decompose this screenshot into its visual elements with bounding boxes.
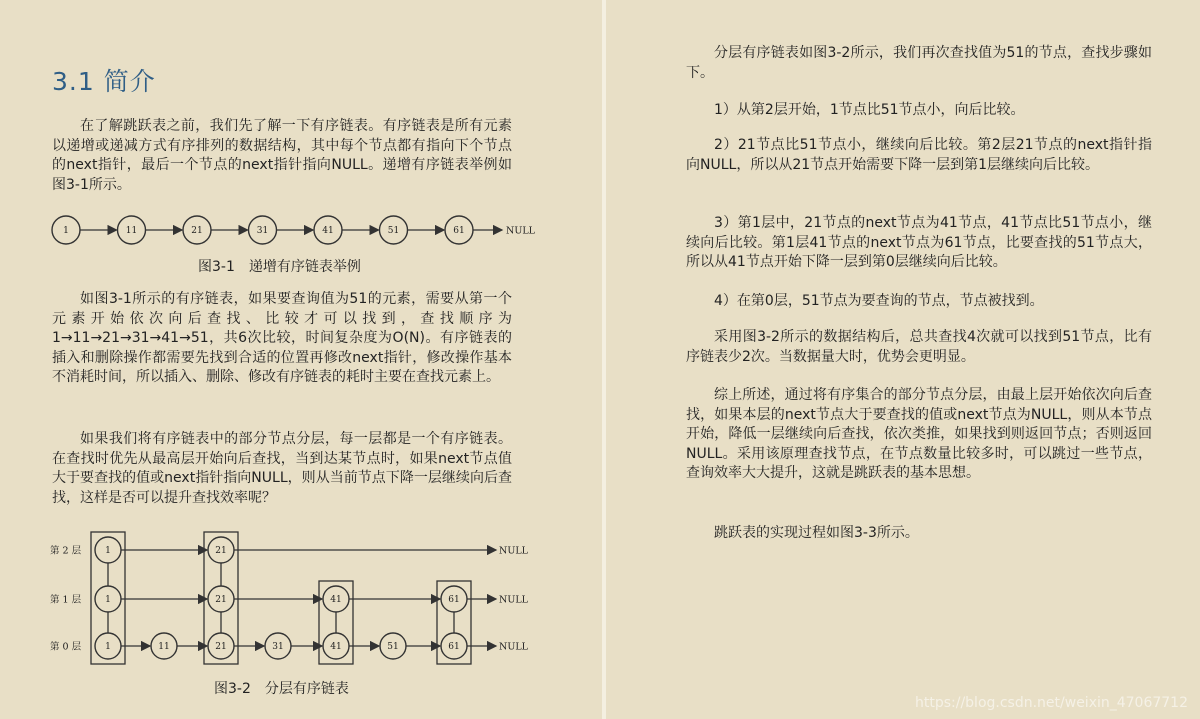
paragraph-search-intro: 分层有序链表如图3-2所示，我们再次查找值为51的节点，查找步骤如下。 bbox=[686, 45, 1152, 81]
fig2-l0-null-label: NULL bbox=[499, 641, 528, 653]
fig2-l1-node-21 bbox=[208, 586, 234, 612]
fig2-l2-null-label: NULL bbox=[499, 545, 528, 557]
paragraph-step-1: 1）从第2层开始，1节点比51节点小，向后比较。 bbox=[714, 102, 1025, 118]
fig2-l1-null-label: NULL bbox=[499, 594, 528, 606]
svg-text:21: 21 bbox=[215, 595, 227, 605]
svg-text:11: 11 bbox=[158, 642, 170, 652]
fig2-l0-node-61 bbox=[441, 633, 467, 659]
fig1-node-41 bbox=[314, 216, 342, 244]
paragraph-advantage: 采用图3-2所示的数据结构后，总共查找4次就可以找到51节点，比有序链表少2次。当数据量大时，优势会更明显。 bbox=[686, 329, 1152, 365]
svg-text:1: 1 bbox=[105, 546, 111, 556]
svg-text:1: 1 bbox=[105, 642, 111, 652]
paragraph-layering-question: 如果我们将有序链表中的部分节点分层，每一层都是一个有序链表。在查找时优先从最高层开始向后查找，当到达某节点时，如果next节点值大于要查找的值或next指针指向NULL，则从当前节点下降一层继续向后查找，这样是否可以提升查找效率呢？ bbox=[52, 431, 512, 506]
svg-text:51: 51 bbox=[387, 642, 399, 652]
figure-3-2-caption bbox=[214, 678, 349, 698]
svg-text:31: 31 bbox=[272, 642, 284, 652]
svg-text:11: 11 bbox=[125, 226, 138, 236]
figure-3-2-title: 分层有序链表 bbox=[264, 681, 349, 697]
svg-text:61: 61 bbox=[448, 642, 460, 652]
fig2-l0-node-1 bbox=[95, 633, 121, 659]
fig2-l1-node-61 bbox=[441, 586, 467, 612]
figure-3-1-linked-list bbox=[48, 210, 548, 250]
svg-text:51: 51 bbox=[387, 226, 400, 236]
fig2-l0-node-51 bbox=[380, 633, 406, 659]
fig1-node-11 bbox=[118, 216, 146, 244]
fig2-l0-node-41 bbox=[323, 633, 349, 659]
paragraph-figure-3-3-ref: 跳跃表的实现过程如图3-3所示。 bbox=[714, 525, 919, 541]
svg-text:41: 41 bbox=[330, 642, 342, 652]
watermark: https://blog.csdn.net/weixin_47067712 bbox=[914, 695, 1188, 711]
paragraph-intro: 在了解跳跃表之前，我们先了解一下有序链表。有序链表是所有元素以递增或递减方式有序排列的数据结构，其中每个节点都有指向下个节点的next指针，最后一个节点的next指针指向NULL。递增有序链表举例如图3-1所示。 bbox=[52, 118, 512, 193]
svg-text:21: 21 bbox=[191, 226, 203, 236]
figure-3-2-layered-list bbox=[40, 525, 600, 675]
svg-text:41: 41 bbox=[322, 226, 334, 236]
fig1-null-label: NULL bbox=[506, 225, 535, 237]
fig1-node-61 bbox=[445, 216, 473, 244]
svg-text:1: 1 bbox=[105, 595, 111, 605]
figure-3-1-caption bbox=[198, 256, 361, 276]
paragraph-step-2: 2）21节点比51节点小，继续向后比较。第2层21节点的next指针指向NULL，所以从21节点开始需要下降一层到第1层继续向后比较。 bbox=[686, 137, 1152, 173]
svg-text:1: 1 bbox=[63, 226, 69, 236]
fig2-level-label-0: 第 0 层 bbox=[50, 641, 82, 653]
fig2-l0-node-11 bbox=[151, 633, 177, 659]
fig1-node-51 bbox=[380, 216, 408, 244]
figure-3-1-title: 递增有序链表举例 bbox=[248, 259, 361, 275]
svg-text:61: 61 bbox=[453, 226, 465, 236]
fig1-node-31 bbox=[249, 216, 277, 244]
fig2-l2-node-1 bbox=[95, 537, 121, 563]
section-title: 3.1 简介 bbox=[52, 67, 156, 96]
fig2-level-label-1: 第 1 层 bbox=[50, 594, 82, 606]
svg-text:31: 31 bbox=[256, 226, 269, 236]
paragraph-summary: 综上所述，通过将有序集合的部分节点分层，由最上层开始依次向后查找，如果本层的next节点大于要查找的值或next节点为NULL，则从本节点开始，降低一层继续向后查找，依次类推，如果找到则返回节点；否则返回NULL。采用该原理查找节点，在节点数量比较多时，可以跳过一些节点，查询效率大大提升，这就是跳跃表的基本思想。 bbox=[686, 387, 1152, 481]
paragraph-linked-list-search: 如图3-1所示的有序链表，如果要查询值为51的元素，需要从第一个元素开始依次向后查找、比较才可以找到，查找顺序为1→11→21→31→41→51，共6次比较，时间复杂度为O(N)。有序链表的插入和删除操作都需要先找到合适的位置再修改next指针，修改操作基本不消耗时间，所以插入、删除、修改有序链表的耗时主要在查找元素上。 bbox=[52, 291, 512, 385]
fig1-node-1 bbox=[52, 216, 80, 244]
paragraph-step-4: 4）在第0层，51节点为要查询的节点，节点被找到。 bbox=[714, 293, 1044, 309]
fig2-l1-node-41 bbox=[323, 586, 349, 612]
svg-text:41: 41 bbox=[330, 595, 342, 605]
fig2-l0-node-31 bbox=[265, 633, 291, 659]
paragraph-step-3: 3）第1层中，21节点的next节点为41节点，41节点比51节点小，继续向后比较。第1层41节点的next节点为61节点，比要查找的51节点大，所以从41节点开始下降一层到第0层继续向后比较。 bbox=[686, 215, 1152, 270]
fig2-l1-node-1 bbox=[95, 586, 121, 612]
svg-text:61: 61 bbox=[448, 595, 460, 605]
fig1-node-21 bbox=[183, 216, 211, 244]
svg-text:21: 21 bbox=[215, 642, 227, 652]
fig2-level-label-2: 第 2 层 bbox=[50, 545, 82, 557]
figure-3-2-number: 图3-2 bbox=[214, 681, 251, 697]
right-page bbox=[606, 0, 1200, 719]
figure-3-1-number: 图3-1 bbox=[198, 259, 235, 275]
fig2-l2-node-21 bbox=[208, 537, 234, 563]
fig2-l0-node-21 bbox=[208, 633, 234, 659]
svg-text:21: 21 bbox=[215, 546, 227, 556]
